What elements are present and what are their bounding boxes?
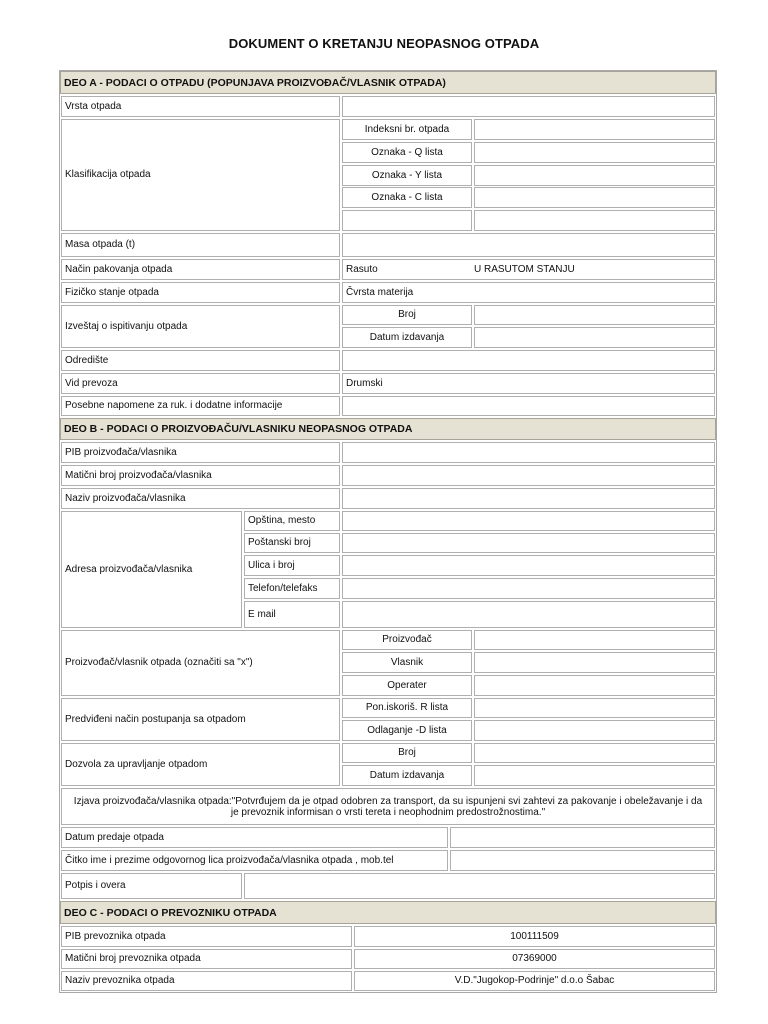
masa-field[interactable] <box>342 233 715 257</box>
email-label: E mail <box>244 601 340 628</box>
d-lista-label: Odlaganje -D lista <box>342 720 472 741</box>
operater-checkbox[interactable] <box>474 675 715 696</box>
vid-prevoza-field[interactable]: Drumski <box>342 373 715 394</box>
fizicko-label: Fizičko stanje otpada <box>61 282 340 303</box>
pakovanje-description: U RASUTOM STANJU <box>474 263 575 275</box>
pakovanje-label: Način pakovanja otpada <box>61 259 340 280</box>
naziv-proizvodjaca-field[interactable] <box>342 488 715 509</box>
vrsta-label: Vrsta otpada <box>61 96 340 117</box>
indeksni-label: Indeksni br. otpada <box>342 119 472 140</box>
q-lista-label: Oznaka - Q lista <box>342 142 472 163</box>
opstina-field[interactable] <box>342 511 715 531</box>
c-lista-label: Oznaka - C lista <box>342 187 472 208</box>
fizicko-field[interactable]: Čvrsta materija <box>342 282 715 303</box>
extra-code-field[interactable] <box>474 210 715 231</box>
pib-prevoznika-label: PIB prevoznika otpada <box>61 926 352 947</box>
y-lista-label: Oznaka - Y lista <box>342 165 472 186</box>
pakovanje-field[interactable] <box>342 259 715 280</box>
y-lista-field[interactable] <box>474 165 715 186</box>
telefon-label: Telefon/telefaks <box>244 578 340 599</box>
pib-proizvodjaca-field[interactable] <box>342 442 715 463</box>
odrediste-field[interactable] <box>342 350 715 371</box>
nacin-postupanja-label: Predviđeni način postupanja sa otpadom <box>61 698 340 741</box>
izvestaj-broj-label: Broj <box>342 305 472 325</box>
izvestaj-datum-label: Datum izdavanja <box>342 327 472 348</box>
datum-predaje-label: Datum predaje otpada <box>61 827 448 848</box>
vlasnik-label: Vlasnik <box>342 652 472 673</box>
telefon-field[interactable] <box>342 578 715 599</box>
indeksni-field[interactable] <box>474 119 715 140</box>
email-field[interactable] <box>342 601 715 628</box>
izjava-text: Izjava proizvođača/vlasnika otpada:"Potvrđujem da je otpad odobren za transport, da su ispunjeni svi zahtevi za pakovanje i obeležavanje i da je prevoznik informisan o vrsti tereta i neophodnim predostrožnostima." <box>61 788 715 825</box>
pib-prevoznika-field[interactable]: 100111509 <box>354 926 715 947</box>
naziv-proizvodjaca-label: Naziv proizvođača/vlasnika <box>61 488 340 509</box>
pib-proizvodjaca-label: PIB proizvođača/vlasnika <box>61 442 340 463</box>
izvestaj-label: Izveštaj o ispitivanju otpada <box>61 305 340 348</box>
izvestaj-broj-field[interactable] <box>474 305 715 325</box>
extra-code-label[interactable] <box>342 210 472 231</box>
vlasnik-checkbox[interactable] <box>474 652 715 673</box>
naziv-prevoznika-label: Naziv prevoznika otpada <box>61 971 352 991</box>
section-b-header: DEO B - PODACI O PROIZVOĐAČU/VLASNIKU NEOPASNOG OTPADA <box>60 418 716 440</box>
ulica-label: Ulica i broj <box>244 555 340 576</box>
dozvola-broj-field[interactable] <box>474 743 715 763</box>
maticni-proizvodjaca-field[interactable] <box>342 465 715 486</box>
dozvola-broj-label: Broj <box>342 743 472 763</box>
proizvodjac-checkbox[interactable] <box>474 630 715 650</box>
napomene-field[interactable] <box>342 396 715 416</box>
proizvodjac-label: Proizvođač <box>342 630 472 650</box>
ulica-field[interactable] <box>342 555 715 576</box>
potpis-label: Potpis i overa <box>61 873 242 899</box>
vid-prevoza-label: Vid prevoza <box>61 373 340 394</box>
adresa-label: Adresa proizvođača/vlasnika <box>61 511 242 628</box>
postanski-label: Poštanski broj <box>244 533 340 553</box>
d-lista-field[interactable] <box>474 720 715 741</box>
maticni-prevoznika-field[interactable]: 07369000 <box>354 949 715 969</box>
opstina-label: Opština, mesto <box>244 511 340 531</box>
masa-label: Masa otpada (t) <box>61 233 340 257</box>
citko-ime-field[interactable] <box>450 850 715 871</box>
odrediste-label: Odredište <box>61 350 340 371</box>
dozvola-label: Dozvola za upravljanje otpadom <box>61 743 340 786</box>
r-lista-label: Pon.iskoriš. R lista <box>342 698 472 718</box>
dozvola-datum-label: Datum izdavanja <box>342 765 472 786</box>
klasifikacija-label: Klasifikacija otpada <box>61 119 340 231</box>
potpis-field[interactable] <box>244 873 715 899</box>
napomene-label: Posebne napomene za ruk. i dodatne informacije <box>61 396 340 416</box>
maticni-prevoznika-label: Matični broj prevoznika otpada <box>61 949 352 969</box>
datum-predaje-field[interactable] <box>450 827 715 848</box>
proizvodjac-vlasnik-label: Proizvođač/vlasnik otpada (označiti sa "x") <box>61 630 340 696</box>
izvestaj-datum-field[interactable] <box>474 327 715 348</box>
vrsta-field[interactable] <box>342 96 715 117</box>
naziv-prevoznika-field[interactable]: V.D."Jugokop-Podrinje" d.o.o Šabac <box>354 971 715 991</box>
dozvola-datum-field[interactable] <box>474 765 715 786</box>
document-title: DOKUMENT O KRETANJU NEOPASNOG OTPADA <box>228 36 540 51</box>
citko-ime-label: Čitko ime i prezime odgovornog lica proizvođača/vlasnika otpada , mob.tel <box>61 850 448 871</box>
maticni-proizvodjaca-label: Matični broj proizvođača/vlasnika <box>61 465 340 486</box>
c-lista-field[interactable] <box>474 187 715 208</box>
section-c-header: DEO C - PODACI O PREVOZNIKU OTPADA <box>60 901 716 924</box>
section-a-header: DEO A - PODACI O OTPADU (POPUNJAVA PROIZVOĐAČ/VLASNIK OTPADA) <box>60 71 716 94</box>
pakovanje-value: Rasuto <box>346 263 378 275</box>
operater-label: Operater <box>342 675 472 696</box>
q-lista-field[interactable] <box>474 142 715 163</box>
r-lista-field[interactable] <box>474 698 715 718</box>
postanski-field[interactable] <box>342 533 715 553</box>
